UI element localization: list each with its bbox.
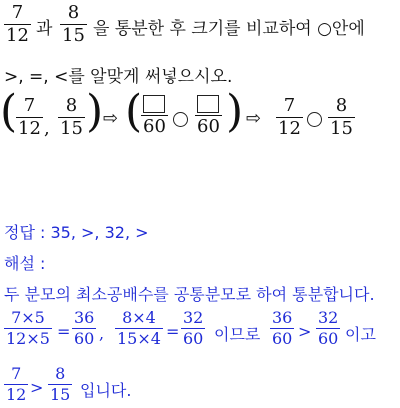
eq2-result: 32 60 [183, 308, 204, 348]
cmp-b: 32 60 [318, 308, 339, 348]
so-text: 이므로 [214, 325, 261, 344]
final-a: 7 12 [6, 364, 27, 404]
fraction-7-12-c: 7 12 [278, 95, 301, 139]
comma: , [99, 324, 105, 343]
fraction-7-12 [4, 4, 31, 45]
left-paren: ( [0, 86, 18, 137]
numerator: 7 [11, 2, 24, 23]
denominator: 12 [6, 25, 29, 46]
and-text: 이고 [345, 325, 376, 344]
greater-sign: > [30, 378, 44, 397]
problem-text-1: 을 통분한 후 크기를 비교하여 ○안에 [93, 19, 365, 39]
blank-fraction-1[interactable]: 60 [141, 95, 168, 136]
equals-sign: = [166, 322, 180, 341]
left-paren-2: ( [125, 86, 143, 137]
answer-label: 정답 : 35, >, 32, > [4, 223, 149, 242]
eq1-result: 36 60 [74, 308, 95, 348]
right-paren-2: ) [226, 86, 244, 137]
arrow-icon: ⇨ [246, 108, 262, 129]
greater-sign: > [298, 322, 312, 341]
denominator: 15 [62, 25, 85, 46]
end-text: 입니다. [80, 381, 132, 400]
cmp-a: 36 60 [272, 308, 293, 348]
fraction-8-15-c: 8 15 [330, 95, 353, 139]
equals-sign: = [57, 322, 71, 341]
blank-fraction-2[interactable]: 60 [195, 95, 222, 136]
arrow-icon: ⇨ [103, 108, 119, 129]
final-b: 8 15 [50, 364, 71, 404]
compare-circle-1[interactable] [173, 112, 188, 127]
fraction-8-15-row: 8 15 [60, 95, 83, 139]
right-paren: ) [86, 86, 104, 137]
explanation-text: 두 분모의 최소공배수를 공통분모로 하여 통분합니다. [4, 285, 375, 304]
problem-text-2: >, =, <를 알맞게 써넣으시오. [4, 67, 233, 87]
fraction-8-15 [60, 4, 87, 45]
explanation-label: 해설 : [4, 254, 46, 273]
comma: , [44, 118, 50, 139]
eq2-fraction: 8×4 15×4 [117, 308, 161, 348]
answer-box-1[interactable] [143, 95, 165, 113]
fraction-7-12-row: 7 12 [18, 95, 41, 139]
problem-text-and: 과 [36, 19, 53, 39]
numerator: 8 [67, 2, 80, 23]
compare-circle-2[interactable] [307, 112, 322, 127]
eq1-fraction: 7×5 12×5 [6, 308, 50, 348]
answer-box-2[interactable] [197, 95, 219, 113]
